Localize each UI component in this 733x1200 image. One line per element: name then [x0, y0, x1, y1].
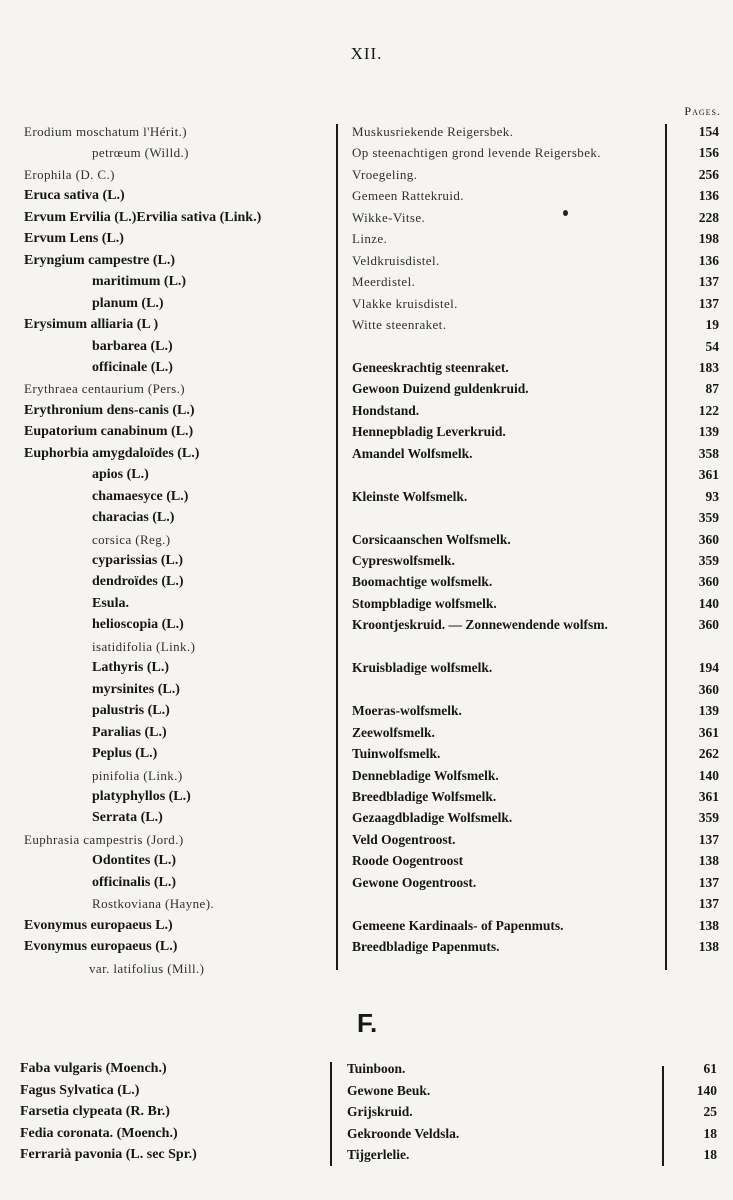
- index-row: [0, 378, 733, 399]
- index-row: [0, 1123, 733, 1144]
- common-name: Muskusriekende Reigersbek.: [352, 124, 514, 139]
- common-name: Breedbladige Wolfsmelk.: [352, 788, 497, 804]
- section-letter-f: F.: [357, 1008, 378, 1038]
- page-ref: 359: [698, 553, 719, 568]
- scientific-name: Evonymus europaeus (L.): [24, 939, 178, 955]
- index-row: [0, 464, 733, 485]
- common-name: Kruisbladige wolfsmelk.: [352, 660, 493, 676]
- scientific-name: planum (L.): [92, 295, 164, 311]
- common-name: Dennebladige Wolfsmelk.: [352, 767, 499, 783]
- common-name: Tijgerlelie.: [347, 1147, 410, 1162]
- scientific-name: Rostkoviana (Hayne).: [92, 896, 215, 912]
- index-row: [0, 958, 733, 979]
- common-name: Gewone Beuk.: [347, 1082, 431, 1098]
- scientific-name: pinifolia (Link.): [92, 767, 183, 783]
- page-ref: 25: [703, 1104, 717, 1119]
- scientific-name: petrœum (Willd.): [92, 145, 189, 161]
- scientific-name: barbarea (L.): [92, 338, 173, 354]
- index-row: [0, 228, 733, 249]
- page-number: XII.: [350, 44, 383, 63]
- common-name: Gemeen Rattekruid.: [352, 188, 464, 204]
- index-row: [0, 357, 733, 378]
- page-ref: 54: [705, 338, 719, 354]
- scientific-name: Serrata (L.): [92, 810, 163, 826]
- scientific-name: Esula.: [92, 595, 129, 611]
- common-name: Tuinwolfsmelk.: [352, 746, 441, 762]
- scientific-name: Fedia coronata. (Moench.): [20, 1125, 178, 1141]
- page-ref: 137: [698, 874, 719, 890]
- common-name: Breedbladige Papenmuts.: [352, 939, 500, 955]
- page-ref: 194: [698, 660, 719, 676]
- common-name: Meerdistel.: [352, 274, 416, 290]
- scientific-name: characias (L.): [92, 510, 175, 526]
- scientific-name: Eruca sativa (L.): [24, 188, 125, 204]
- page-ref: 138: [698, 853, 719, 869]
- scientific-name: dendroïdes (L.): [92, 574, 184, 590]
- scientific-name: cyparissias (L.): [92, 553, 183, 568]
- common-name: Vlakke kruisdistel.: [352, 295, 458, 311]
- page-ref: 360: [698, 681, 719, 697]
- index-row: [0, 915, 733, 936]
- scientific-name: Ferrarià pavonia (L. sec Spr.): [20, 1147, 197, 1162]
- index-row: [0, 614, 733, 635]
- index-row: [0, 443, 733, 464]
- scientific-name: Faba vulgaris (Moench.): [20, 1061, 167, 1076]
- index-row: [0, 743, 733, 764]
- page-ref: 154: [698, 124, 719, 139]
- index-row: [0, 657, 733, 678]
- common-name: Stompbladige wolfsmelk.: [352, 595, 497, 611]
- index-row: [0, 1144, 733, 1165]
- common-name: Gemeene Kardinaals- of Papenmuts.: [352, 917, 564, 933]
- scientific-name: chamaesyce (L.): [92, 488, 189, 504]
- page-ref: 137: [698, 295, 719, 311]
- index-row: [0, 421, 733, 442]
- common-name: Linze.: [352, 231, 388, 247]
- common-name: Gewoon Duizend guldenkruid.: [352, 381, 529, 397]
- scientific-name: Eryngium campestre (L.): [24, 252, 175, 268]
- page-ref: 361: [698, 467, 719, 483]
- common-name: Op steenachtigen grond levende Reigersbek.: [352, 145, 601, 161]
- index-row: [0, 486, 733, 507]
- common-name: Zeewolfsmelk.: [352, 724, 435, 740]
- index-row: [0, 850, 733, 871]
- scientific-name: Erophila (D. C.): [24, 166, 115, 182]
- index-row: [0, 529, 733, 550]
- common-name: Boomachtige wolfsmelk.: [352, 574, 493, 590]
- common-name: Tuinboon.: [347, 1061, 406, 1076]
- page-ref: 138: [698, 917, 719, 933]
- index-row: [0, 1101, 733, 1122]
- scientific-name: Odontites (L.): [92, 853, 176, 869]
- common-name: Veldkruisdistel.: [352, 252, 440, 268]
- scientific-name: Euphorbia amygdaloïdes (L.): [24, 445, 200, 461]
- page-ref: 360: [698, 531, 719, 547]
- page-ref: 358: [698, 445, 719, 461]
- common-name: Gewone Oogentroost.: [352, 874, 477, 890]
- index-row: [0, 786, 733, 807]
- page-ref: 198: [698, 231, 719, 247]
- scientific-name: Eupatorium canabinum (L.): [24, 424, 194, 440]
- scientific-name: officinale (L.): [92, 359, 173, 375]
- index-row: [0, 550, 733, 571]
- index-row: [0, 936, 733, 957]
- page-ref: 139: [698, 703, 719, 719]
- common-name: Moeras-wolfsmelk.: [352, 703, 462, 719]
- index-row: [0, 121, 733, 142]
- page-ref: 361: [698, 788, 719, 804]
- scientific-name: Ervum Lens (L.): [24, 231, 124, 247]
- common-name: Amandel Wolfsmelk.: [352, 445, 473, 461]
- index-row: [0, 250, 733, 271]
- scientific-name: Erysimum alliaria (L ): [24, 317, 159, 333]
- index-row: [0, 571, 733, 592]
- index-row: [0, 400, 733, 421]
- common-name: Kleinste Wolfsmelk.: [352, 488, 468, 504]
- common-name: Roode Oogentroost: [352, 853, 464, 869]
- index-row: [0, 271, 733, 292]
- scientific-name: Farsetia clypeata (R. Br.): [20, 1104, 170, 1119]
- page-ref: 139: [698, 424, 719, 440]
- page-ref: 19: [705, 317, 719, 333]
- page-ref: 137: [698, 274, 719, 290]
- scientific-name: Paralias (L.): [92, 724, 167, 740]
- scientific-name: maritimum (L.): [92, 274, 187, 290]
- common-name: Gezaagdbladige Wolfsmelk.: [352, 810, 513, 826]
- index-row: [0, 893, 733, 914]
- index-row: [0, 336, 733, 357]
- common-name: Witte steenraket.: [352, 317, 447, 333]
- scientific-name: isatidifolia (Link.): [92, 638, 196, 654]
- scientific-name: myrsinites (L.): [92, 681, 180, 697]
- scientific-name: Euphrasia campestris (Jord.): [24, 831, 184, 847]
- scientific-name: Ervum Ervilia (L.)Ervilia sativa (Link.): [24, 209, 262, 225]
- page-ref: 18: [703, 1147, 717, 1162]
- index-row: [0, 829, 733, 850]
- index-row: [0, 293, 733, 314]
- page-ref: 360: [698, 574, 719, 590]
- page-ref: 93: [705, 488, 719, 504]
- index-row: [0, 807, 733, 828]
- scientific-name: Lathyris (L.): [92, 660, 169, 676]
- page-ref: 183: [698, 359, 719, 375]
- page-ref: 140: [698, 595, 719, 611]
- page-ref: 361: [698, 724, 719, 740]
- index-row: [0, 593, 733, 614]
- page-ref: 138: [698, 939, 719, 955]
- scientific-name: officinalis (L.): [92, 874, 176, 890]
- page-ref: 140: [696, 1082, 717, 1098]
- page-ref: 137: [698, 831, 719, 847]
- page-ref: 136: [698, 252, 719, 268]
- page-ref: 359: [698, 810, 719, 826]
- scientific-name: apios (L.): [92, 467, 149, 483]
- common-name: Vroegeling.: [352, 166, 418, 182]
- common-name: Gekroonde Veldsla.: [347, 1125, 460, 1141]
- common-name: Hondstand.: [352, 402, 420, 418]
- scientific-name: Evonymus europaeus L.): [24, 917, 173, 933]
- scientific-name: palustris (L.): [92, 703, 170, 719]
- page-ref: 359: [698, 510, 719, 526]
- page-ref: 136: [698, 188, 719, 204]
- index-row: [0, 872, 733, 893]
- index-row: [0, 142, 733, 163]
- page-ref: 140: [698, 767, 719, 783]
- index-row: [0, 765, 733, 786]
- index-row: [0, 636, 733, 657]
- scientific-name: Erythronium dens-canis (L.): [24, 402, 195, 418]
- index-row: [0, 700, 733, 721]
- common-name: Grijskruid.: [347, 1104, 413, 1119]
- scientific-name: Erodium moschatum l'Hérit.): [24, 124, 187, 139]
- page-ref: 156: [698, 145, 719, 161]
- index-row: [0, 679, 733, 700]
- common-name: Wikke-Vitse.: [352, 209, 426, 225]
- common-name: Geneeskrachtig steenraket.: [352, 359, 509, 375]
- scientific-name: Peplus (L.): [92, 746, 158, 762]
- index-row: [0, 314, 733, 335]
- common-name: Corsicaanschen Wolfsmelk.: [352, 531, 511, 547]
- common-name: Cypreswolfsmelk.: [352, 553, 455, 568]
- scientific-name: var. latifolius (Mill.): [89, 960, 205, 976]
- scientific-name: platyphyllos (L.): [92, 788, 191, 804]
- pages-column-label: Pages.: [684, 104, 721, 118]
- index-row: [0, 185, 733, 206]
- page-ref: 18: [703, 1125, 717, 1141]
- common-name: Hennepbladig Leverkruid.: [352, 424, 506, 440]
- page-ref: 228: [698, 209, 719, 225]
- common-name: Veld Oogentroost.: [352, 831, 456, 847]
- common-name: Kroontjeskruid. — Zonnewendende wolfsm.: [352, 617, 608, 633]
- index-row: [0, 722, 733, 743]
- index-row: [0, 164, 733, 185]
- scientific-name: helioscopia (L.): [92, 617, 184, 633]
- index-row: [0, 507, 733, 528]
- page-ref: 256: [698, 166, 719, 182]
- page-ref: 122: [698, 402, 719, 418]
- index-row: [0, 1080, 733, 1101]
- page-ref: 360: [698, 617, 719, 633]
- index-row: [0, 207, 733, 228]
- page-ref: 61: [703, 1061, 717, 1076]
- page-ref: 137: [698, 896, 719, 912]
- index-row: [0, 1058, 733, 1079]
- scientific-name: Fagus Sylvatica (L.): [20, 1082, 140, 1098]
- scientific-name: Erythraea centaurium (Pers.): [24, 381, 185, 397]
- page-ref: 87: [705, 381, 719, 397]
- scientific-name: corsica (Reg.): [92, 531, 171, 547]
- page-ref: 262: [698, 746, 719, 762]
